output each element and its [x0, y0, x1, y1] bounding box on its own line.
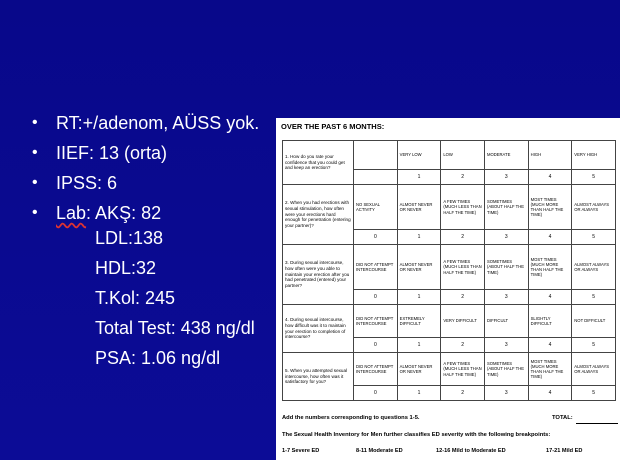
answer-option: SOMETIMES (ABOUT HALF THE TIME) [484, 353, 528, 386]
bullet-text: IPSS: 6 [56, 173, 118, 193]
score-cell: 3 [484, 386, 528, 401]
answer-option: DID NOT ATTEMPT INTERCOURSE [354, 245, 398, 290]
question-row [283, 353, 616, 386]
bullet-text: IIEF: 13 (orta) [56, 143, 168, 163]
answer-option: NOT DIFFICULT [572, 305, 616, 338]
bullet-item [28, 138, 259, 168]
breakpoint-mild: 17-21 Mild ED [546, 448, 583, 454]
score-cell: 4 [528, 290, 572, 305]
score-cell: 3 [484, 290, 528, 305]
answer-option: LOW [441, 141, 485, 170]
score-cell: 1 [397, 170, 441, 185]
answer-option: SLIGHTLY DIFFICULT [528, 305, 572, 338]
breakpoint-mild-moderate: 12-16 Mild to Moderate ED [436, 448, 506, 454]
lab-line-hdl: HDL:32 [95, 258, 157, 278]
answer-option: VERY DIFFICULT [441, 305, 485, 338]
lab-first-value: : AKŞ: 82 [86, 203, 162, 223]
answer-option: ALMOST NEVER OR NEVER [397, 245, 441, 290]
bullet-dot-icon: • [32, 114, 38, 131]
score-cell: 3 [484, 170, 528, 185]
answer-option: MODERATE [484, 141, 528, 170]
answer-option: MOST TIMES (MUCH MORE THAN HALF THE TIME) [528, 353, 572, 386]
answer-option: DID NOT ATTEMPT INTERCOURSE [354, 353, 398, 386]
score-cell: 5 [572, 290, 616, 305]
score-cell: 5 [572, 170, 616, 185]
answer-option: A FEW TIMES (MUCH LESS THAN HALF THE TIME) [441, 185, 485, 230]
bullet-text: RT:+/adenom, AÜSS yok. [56, 113, 260, 133]
bullet-item-lab [28, 198, 259, 228]
form-footer-instruction: Add the numbers corresponding to questions 1-5. [282, 415, 420, 421]
score-cell: 2 [441, 386, 485, 401]
answer-option: DID NOT ATTEMPT INTERCOURSE [354, 305, 398, 338]
answer-option: ALMOST ALWAYS OR ALWAYS [572, 353, 616, 386]
score-cell: 1 [397, 290, 441, 305]
questionnaire-table [282, 140, 616, 401]
score-cell: 1 [397, 230, 441, 245]
shim-questionnaire-image [276, 118, 620, 460]
lab-line-psa: PSA: 1.06 ng/dl [95, 348, 221, 368]
answer-option: SOMETIMES (ABOUT HALF THE TIME) [484, 185, 528, 230]
answer-option: VERY HIGH [572, 141, 616, 170]
answer-option [354, 141, 398, 170]
answer-option: MOST TIMES (MUCH MORE THAN HALF THE TIME) [528, 245, 572, 290]
question-text: 1. How do you rate your confidence that you could get and keep an erection? [283, 141, 354, 185]
question-text: 3. During sexual intercourse, how often were you able to maintain your erection after you had penetrated (entered) your partner? [283, 245, 354, 305]
score-cell: 3 [484, 230, 528, 245]
score-cell: 4 [528, 386, 572, 401]
question-row [283, 245, 616, 290]
bullet-dot-icon: • [32, 144, 38, 161]
score-cell: 2 [441, 290, 485, 305]
score-cell: 5 [572, 230, 616, 245]
answer-option: EXTREMELY DIFFICULT [397, 305, 441, 338]
score-cell: 5 [572, 386, 616, 401]
answer-option: MOST TIMES (MUCH MORE THAN HALF THE TIME) [528, 185, 572, 230]
bullet-dot-icon: • [32, 204, 38, 221]
lab-line-ldl: LDL:138 [95, 228, 164, 248]
question-row [283, 305, 616, 338]
score-cell: 0 [354, 290, 398, 305]
question-row [283, 141, 616, 170]
answer-option: SOMETIMES (ABOUT HALF THE TIME) [484, 245, 528, 290]
score-cell: 2 [441, 230, 485, 245]
answer-option: DIFFICULT [484, 305, 528, 338]
score-cell: 5 [572, 338, 616, 353]
bullet-dot-icon: • [32, 174, 38, 191]
answer-option: ALMOST NEVER OR NEVER [397, 185, 441, 230]
score-cell: 4 [528, 170, 572, 185]
answer-option: VERY LOW [397, 141, 441, 170]
score-cell: 3 [484, 338, 528, 353]
breakpoint-moderate: 8-11 Moderate ED [356, 448, 403, 454]
answer-option: A FEW TIMES (MUCH LESS THAN HALF THE TIME) [441, 245, 485, 290]
answer-option: ALMOST NEVER OR NEVER [397, 353, 441, 386]
score-cell: 4 [528, 338, 572, 353]
answer-option: NO SEXUAL ACTIVITY [354, 185, 398, 230]
score-cell: 2 [441, 170, 485, 185]
score-cell: 1 [397, 338, 441, 353]
score-cell: 0 [354, 338, 398, 353]
form-footer-classification: The Sexual Health Inventory for Men further classifies ED severity with the following breakpoints: [282, 432, 551, 438]
question-text: 5. When you attempted sexual intercourse, how often was it satisfactory for you? [283, 353, 354, 401]
answer-option: HIGH [528, 141, 572, 170]
total-line [576, 423, 618, 424]
score-cell: 0 [354, 230, 398, 245]
score-cell: 4 [528, 230, 572, 245]
score-cell: 2 [441, 338, 485, 353]
answer-option: A FEW TIMES (MUCH LESS THAN HALF THE TIME) [441, 353, 485, 386]
lab-line-total-test: Total Test: 438 ng/dl [95, 318, 255, 338]
question-row [283, 185, 616, 230]
form-title: OVER THE PAST 6 MONTHS: [281, 122, 385, 131]
lab-label: Lab [56, 203, 87, 223]
question-text: 2. When you had erections with sexual stimulation, how often were your erections hard enough for penetration (entering your partner)? [283, 185, 354, 245]
answer-option: ALMOST ALWAYS OR ALWAYS [572, 185, 616, 230]
bullet-item [28, 168, 259, 198]
breakpoint-severe: 1-7 Severe ED [282, 448, 320, 454]
bullet-item [28, 108, 259, 138]
bullet-list [28, 108, 259, 228]
score-cell: 1 [397, 386, 441, 401]
score-cell [354, 170, 398, 185]
answer-option: ALMOST ALWAYS OR ALWAYS [572, 245, 616, 290]
score-cell: 0 [354, 386, 398, 401]
total-label: TOTAL: [552, 415, 573, 421]
lab-line-tkol: T.Kol: 245 [95, 288, 176, 308]
question-text: 4. During sexual intercourse, how difficult was it to maintain your erection to completion of intercourse? [283, 305, 354, 353]
